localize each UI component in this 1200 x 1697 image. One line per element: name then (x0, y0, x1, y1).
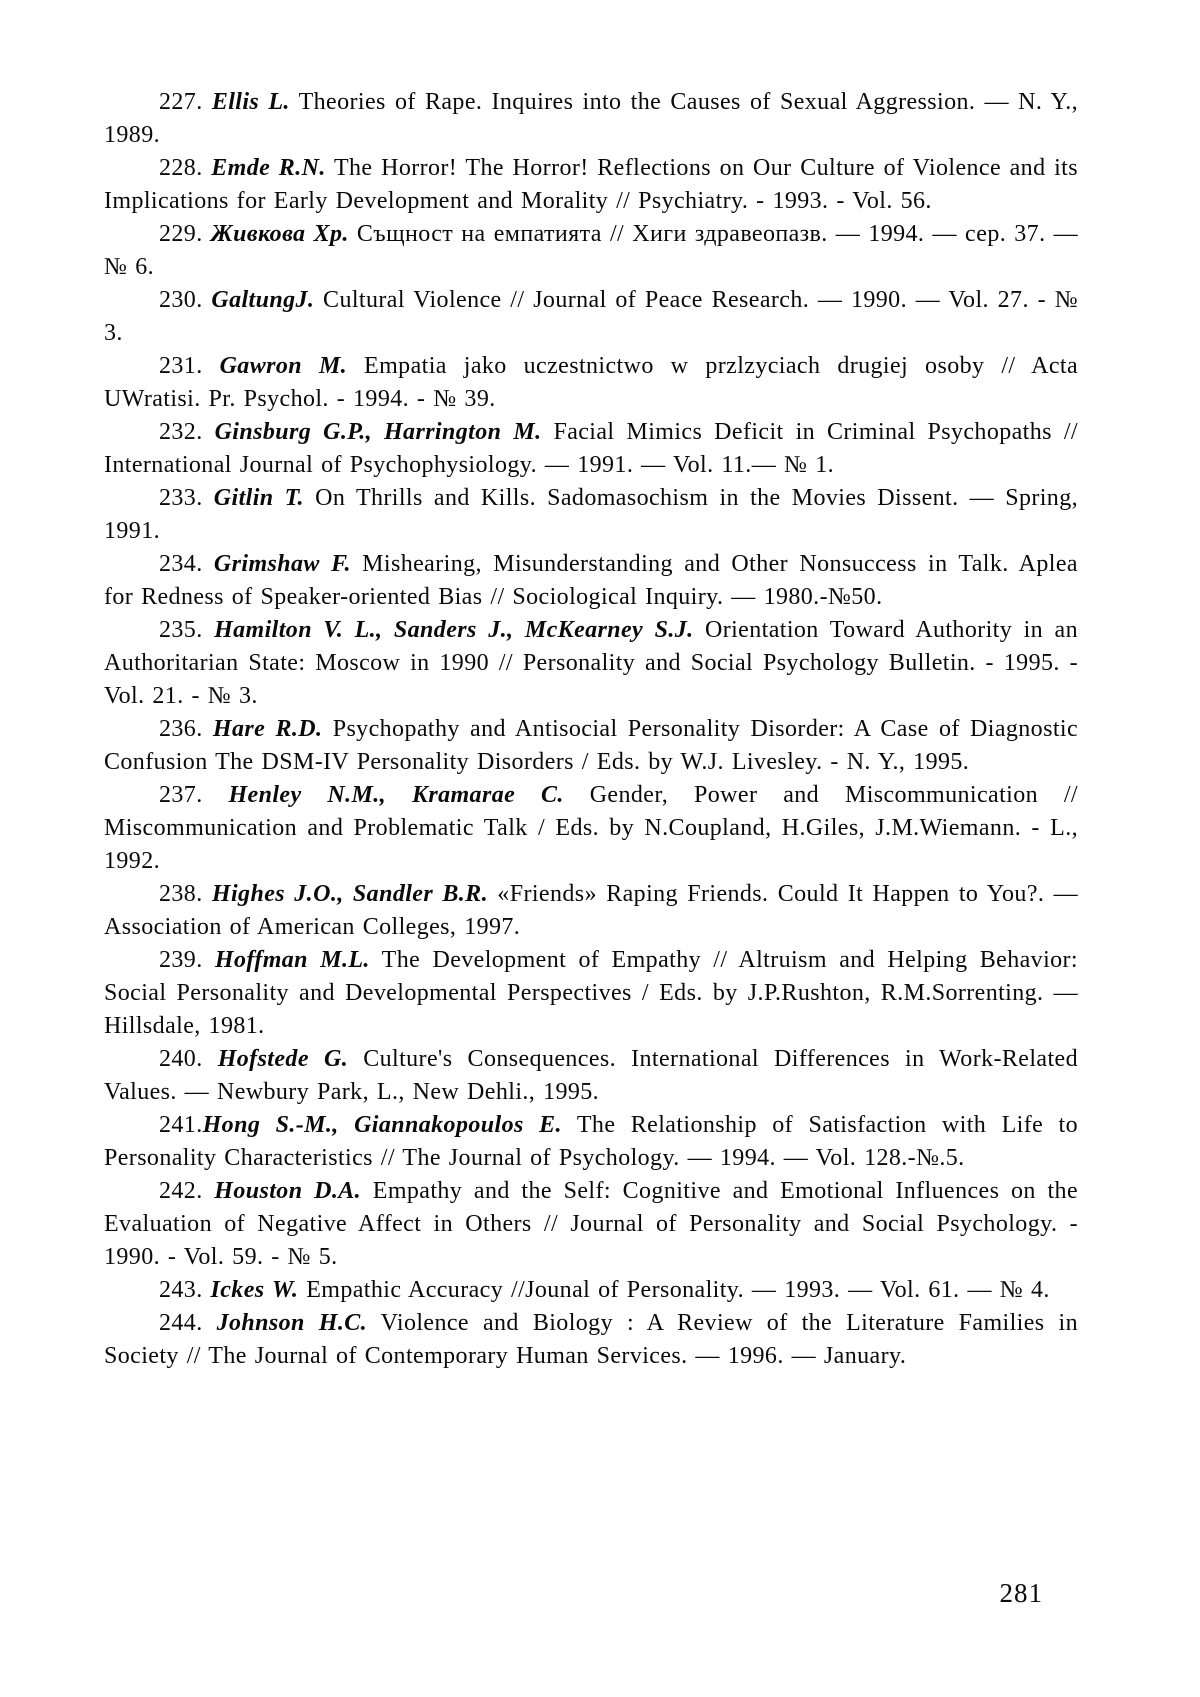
reference-number: 227. (159, 89, 212, 115)
reference-entry (104, 1274, 1078, 1307)
reference-authors: Hamilton V. L., Sanders J., McKearney S.J. (214, 617, 694, 643)
reference-number: 238. (159, 881, 212, 907)
reference-authors: Gitlin T. (213, 485, 304, 511)
reference-text: Facial Mimics Deficit in Criminal Psychopaths // International Journal of Psychophysiology. — 1991. — Vol. 11.— № 1. (104, 419, 1078, 478)
reference-number: 243. (159, 1277, 211, 1303)
reference-text: Mishearing, Misunderstanding and Other Nonsuccess in Talk. Aplea for Redness of Speaker-oriented Bias // Sociological Inquiry. — 1980.-№50. (104, 551, 1078, 610)
reference-text: Същност на емпатията // Хиги здравеопазв. — 1994. — сер. 37. — № 6. (104, 221, 1079, 280)
reference-authors: Grimshaw F. (213, 551, 351, 577)
reference-authors: Ginsburg G.P., Harrington M. (214, 419, 542, 445)
reference-authors: GaltungJ. (211, 287, 315, 313)
reference-number: 228. (159, 155, 212, 181)
reference-text: Theories of Rape. Inquires into the Causes of Sexual Aggression. — N. Y., 1989. (104, 89, 1078, 148)
reference-text: On Thrills and Kills. Sadomasochism in the Movies Dissent. — Spring, 1991. (104, 485, 1079, 544)
reference-number: 240. (159, 1046, 218, 1072)
reference-number: 230. (159, 287, 212, 313)
reference-number: 233. (159, 485, 214, 511)
reference-entry (104, 713, 1078, 779)
reference-text: Gender, Power and Miscommunication // Miscommunication and Problematic Talk / Eds. by N.Coupland, H.Giles, J.M.Wiemann. - L., 1992. (104, 782, 1079, 874)
reference-authors: Highes J.O., Sandler B.R. (211, 881, 488, 907)
reference-entry (104, 284, 1078, 350)
reference-entry (104, 614, 1078, 713)
reference-entry (104, 218, 1078, 284)
reference-authors: Hoffman M.L. (214, 947, 370, 973)
reference-text: Empathy and the Self: Cognitive and Emotional Influences on the Evaluation of Negative Affect in Others // Journal of Personality and Social Psychology. - 1990. - Vol. 59. - № 5. (104, 1178, 1078, 1270)
reference-authors: Henley N.M., Kramarae C. (228, 782, 564, 808)
reference-authors: Ellis L. (211, 89, 290, 115)
reference-entry (104, 878, 1078, 944)
reference-number: 229. (159, 221, 211, 247)
reference-text: The Relationship of Satisfaction with Life to Personality Characteristics // The Journal of Psychology. — 1994. — Vol. 128.-№.5. (104, 1112, 1079, 1171)
reference-text: Orientation Toward Authority in an Authoritarian State: Moscow in 1990 // Personality and Social Psychology Bulletin. - 1995. - Vol. 21. - № 3. (104, 617, 1078, 709)
reference-entry (104, 86, 1078, 152)
reference-entry (104, 1307, 1078, 1373)
reference-entry (104, 482, 1078, 548)
reference-text: Cultural Violence // Journal of Peace Research. — 1990. — Vol. 27. - № 3. (104, 287, 1079, 346)
reference-entry (104, 152, 1078, 218)
reference-number: 237. (159, 782, 229, 808)
reference-authors: Gawron M. (219, 353, 348, 379)
reference-text: Psychopathy and Antisocial Personality Disorder: A Case of Diagnostic Confusion The DSM-IV Personality Disorders / Eds. by W.J. Livesley. - N. Y., 1995. (104, 716, 1079, 775)
reference-text: Empathic Accuracy //Jounal of Personality. — 1993. — Vol. 61. — № 4. (298, 1277, 1050, 1303)
reference-number: 235. (159, 617, 215, 643)
reference-number: 241. (159, 1112, 203, 1138)
reference-authors: Emde R.N. (211, 155, 326, 181)
reference-authors: Hong S.-M., Giannakopoulos E. (202, 1112, 562, 1138)
reference-text: The Development of Empathy // Altruism and Helping Behavior: Social Personality and Developmental Perspectives / Eds. by J.P.Rushton, R.M.Sorrenting. — Hillsdale, 1981. (104, 947, 1078, 1039)
reference-text: The Horror! The Horror! Reflections on Our Culture of Violence and its Implications for Early Development and Morality // Psychiatry. - 1993. - Vol. 56. (104, 155, 1078, 214)
reference-authors: Johnson H.C. (216, 1310, 368, 1336)
reference-text: Culture's Consequences. International Differences in Work-Related Values. — Newbury Park, L., New Dehli., 1995. (104, 1046, 1078, 1105)
reference-number: 244. (159, 1310, 217, 1336)
reference-entry (104, 779, 1078, 878)
reference-number: 239. (159, 947, 215, 973)
reference-entry (104, 350, 1078, 416)
reference-number: 231. (159, 353, 220, 379)
reference-number: 232. (159, 419, 215, 445)
reference-authors: Живкова Хр. (210, 221, 349, 247)
reference-authors: Ickes W. (210, 1277, 299, 1303)
reference-entry (104, 548, 1078, 614)
reference-number: 236. (159, 716, 213, 742)
reference-authors: Hare R.D. (212, 716, 323, 742)
reference-authors: Hofstede G. (217, 1046, 349, 1072)
reference-entry (104, 944, 1078, 1043)
reference-entry (104, 416, 1078, 482)
reference-entry (104, 1043, 1078, 1109)
reference-text: «Friends» Raping Friends. Could It Happen to You?. — Association of American Colleges, 1997. (104, 881, 1078, 940)
reference-text: Empatia jako uczestnictwo w przlzyciach drugiej osoby // Acta UWratisi. Pr. Psychol. - 1994. - № 39. (104, 353, 1079, 412)
reference-list (104, 86, 1078, 1373)
reference-entry (104, 1175, 1078, 1274)
page-number: 281 (999, 1578, 1043, 1608)
reference-number: 242. (159, 1178, 215, 1204)
reference-entry (104, 1109, 1078, 1175)
reference-authors: Houston D.A. (214, 1178, 362, 1204)
reference-number: 234. (159, 551, 214, 577)
reference-text: Violence and Biology : A Review of the Literature Families in Society // The Journal of Contemporary Human Services. — 1996. — January. (104, 1310, 1078, 1369)
